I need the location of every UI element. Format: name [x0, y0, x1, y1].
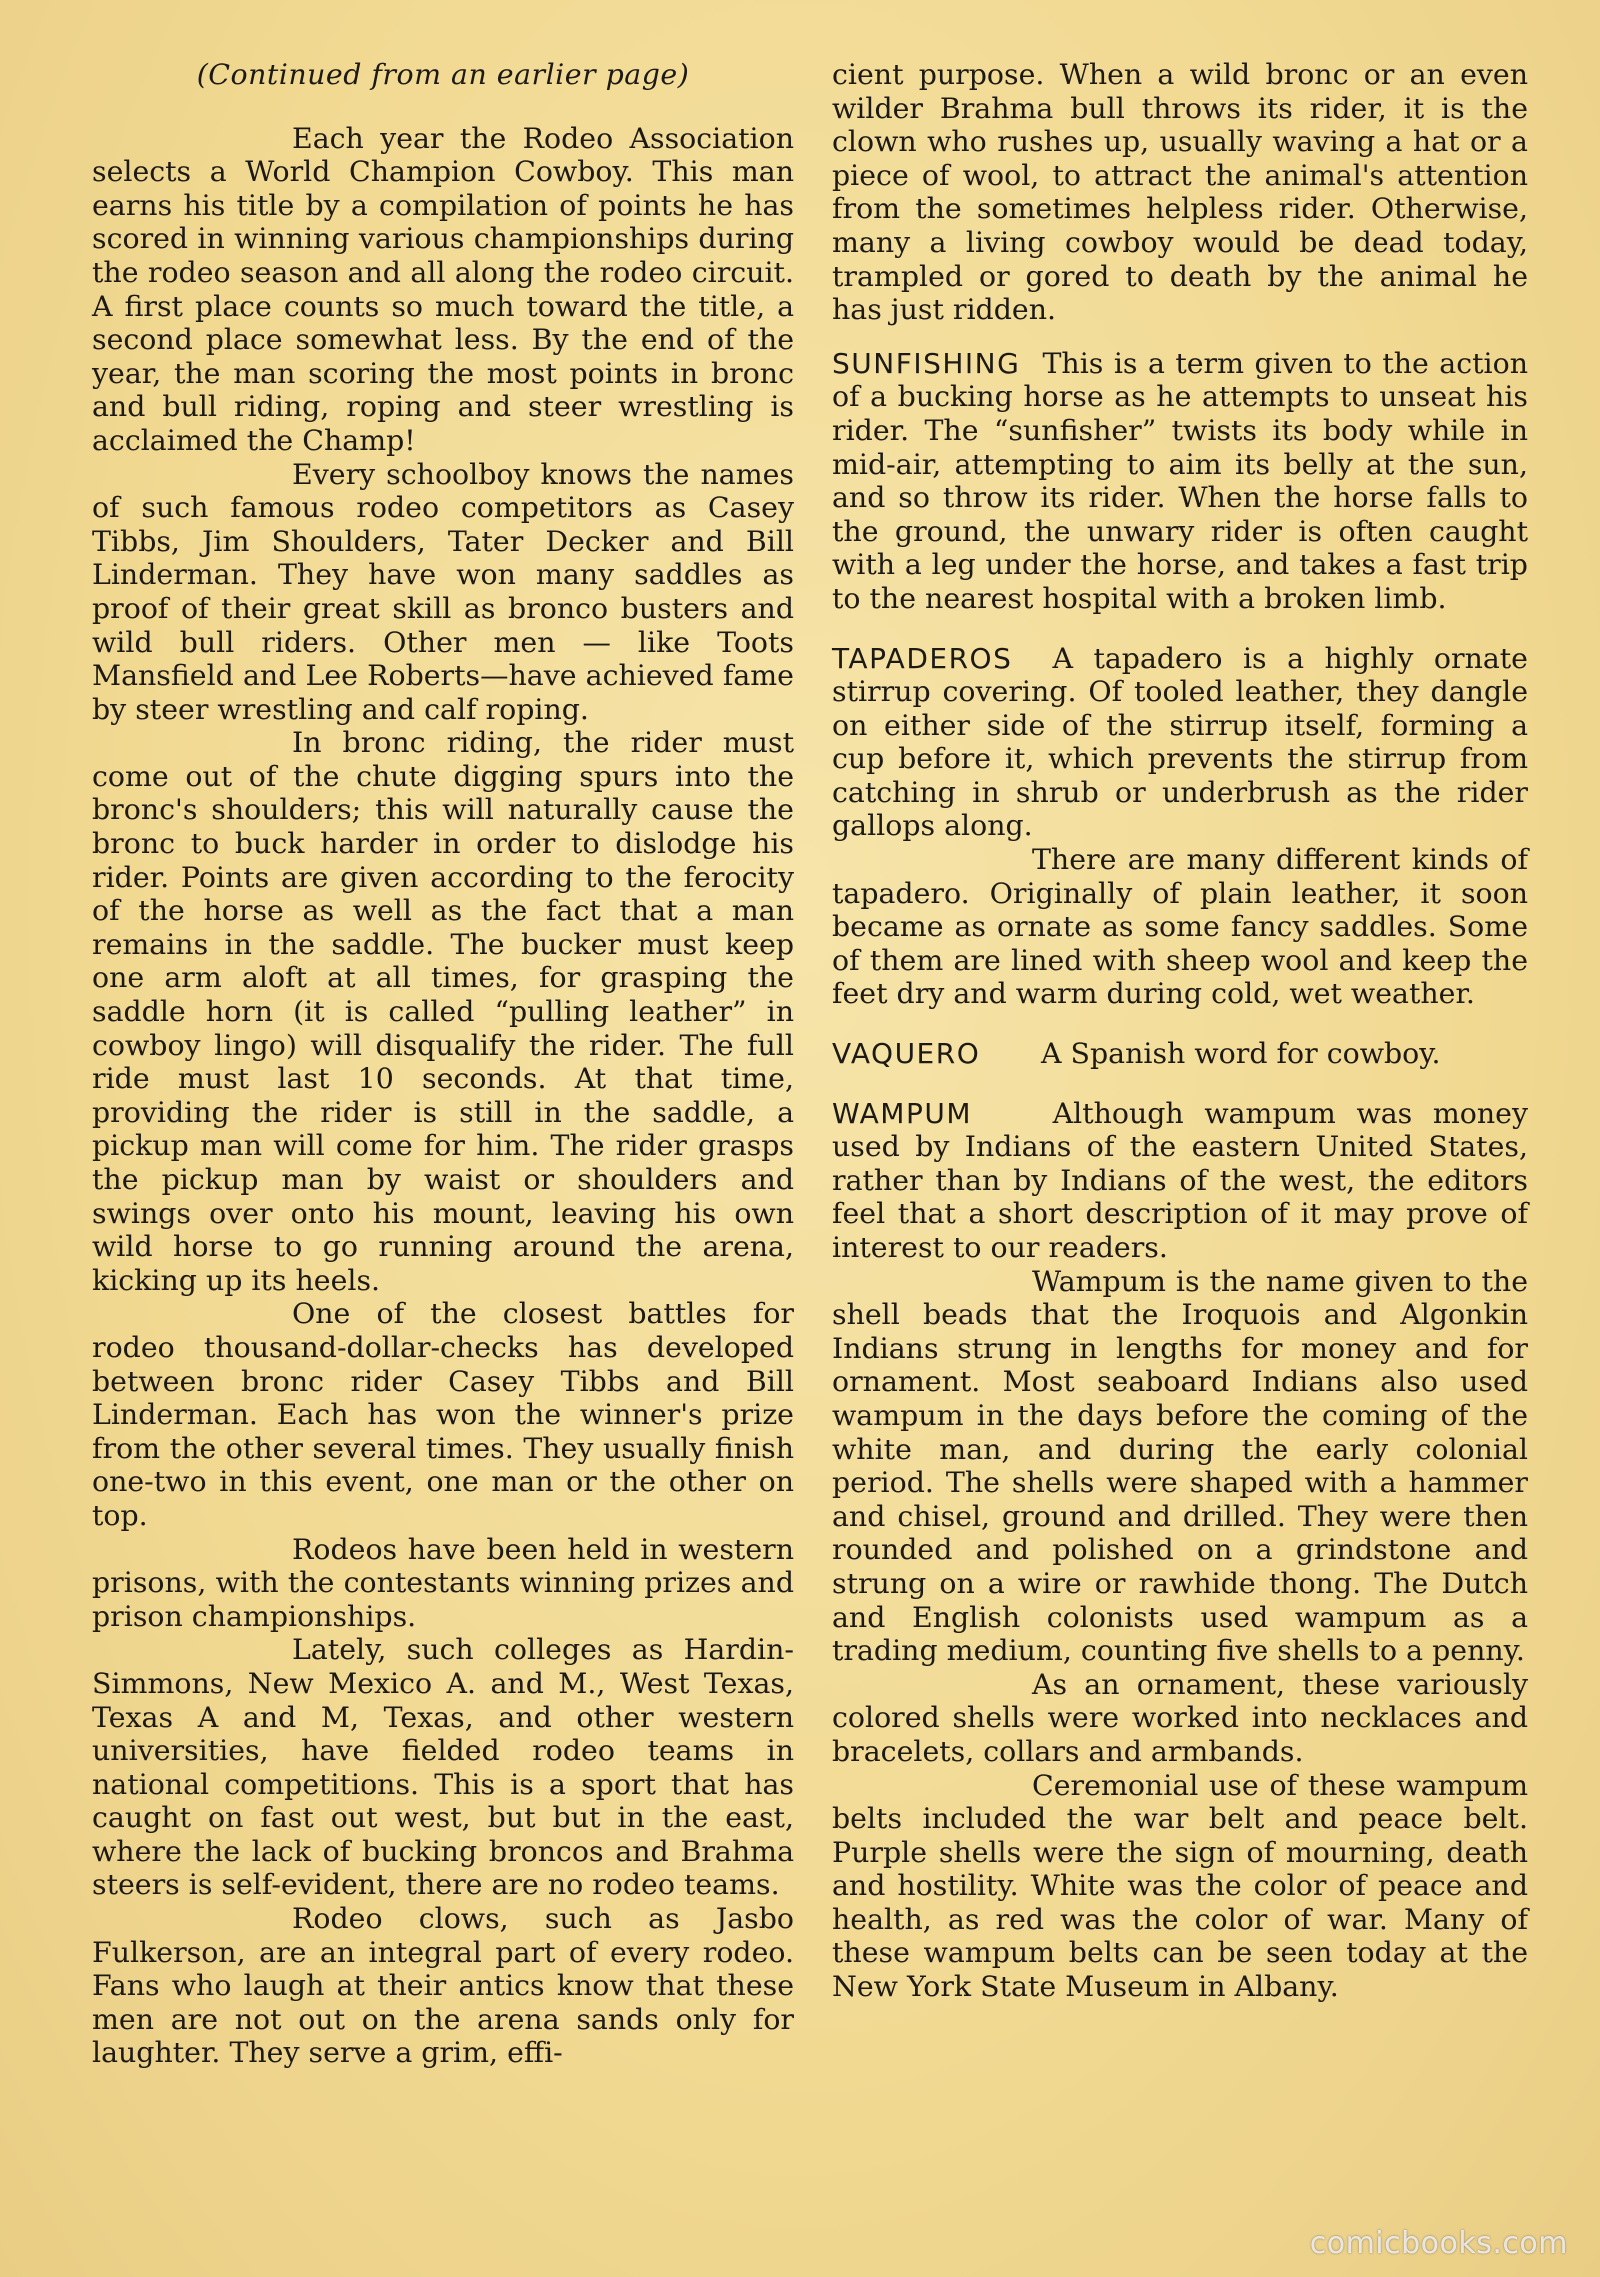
- article-paragraph: Lately, such colleges as Hardin-Simmons, New Mexico A. and M., West Texas, Texas A and M, Texas, and other western universities, have fielded rodeo teams in national competitions. This is a sport that has caught on fast out west, but but in the east, where the lack of bucking broncos and Brahma steers is self-evident, there are no rodeo teams.: [92, 1633, 794, 1902]
- article-paragraph: Each year the Rodeo Association selects a World Champion Cowboy. This man earns his title by a compilation of points he has scored in winning various championships during the rodeo season and all along the rodeo circuit. A first place counts so much toward the title, a second place somewhat less. By the end of the year, the man scoring the most points in bronc and bull riding, roping and steer wrestling is acclaimed the Champ!: [92, 121, 794, 457]
- continuation-note: (Continued from an earlier page): [196, 58, 690, 91]
- glossary-definition: This is a term given to the action of a bucking horse as he attempts to unseat his rider. The “sunfisher” twists its body while in mid-air, attempting to aim its belly at the sun, and so throw its rider. When the horse falls to the ground, the unwary rider is often caught with a leg under the horse, and takes a fast trip to the nearest hospital with a broken limb.: [832, 346, 1528, 615]
- glossary-term: WAMPUM: [832, 1096, 973, 1130]
- watermark: comicbooks.com: [1309, 2226, 1568, 2261]
- right-column: [832, 58, 1528, 2004]
- article-paragraph: In bronc riding, the rider must come out of the chute digging spurs into the bronc's shoulders; this will naturally cause the bronc to buck harder in order to dislodge his rider. Points are given according to the ferocity of the horse as well as the fact that a man remains in the saddle. The bucker must keep one arm aloft at all times, for grasping the saddle horn (it is called “pulling leather” in cowboy lingo) will disqualify the rider. The full ride must last 10 seconds. At that time, providing the rider is still in the saddle, a pickup man will come for him. The rider grasps the pickup man by waist or shoulders and swings over onto his mount, leaving his own wild horse to go running around the arena, kicking up its heels.: [92, 726, 794, 1297]
- glossary-entry-wampum: [832, 1097, 1528, 2004]
- glossary-term: TAPADEROS: [832, 641, 1013, 675]
- glossary-definition: A tapadero is a highly ornate stirrup covering. Of tooled leather, they dangle on either side of the stirrup itself, forming a cup before it, which prevents the stirrup from catching in shrub or underbrush as the rider gallops along.: [832, 641, 1528, 843]
- article-paragraph: cient purpose. When a wild bronc or an even wilder Brahma bull throws its rider, it is the clown who rushes up, usually waving a hat or a piece of wool, to attract the animal's attention from the sometimes helpless rider. Otherwise, many a living cowboy would be dead today, trampled or gored to death by the animal he has just ridden.: [832, 58, 1528, 327]
- glossary-definition: A Spanish word for cowboy.: [1041, 1037, 1441, 1071]
- glossary-definition: As an ornament, these variously colored shells were worked into necklaces and bracelets, collars and armbands.: [832, 1667, 1528, 1768]
- glossary-term: VAQUERO: [832, 1037, 981, 1071]
- article-paragraph: Rodeos have been held in western prisons, with the contestants winning prizes and prison championships.: [92, 1532, 794, 1633]
- glossary-entry-sunfishing: [832, 347, 1528, 616]
- article-paragraph: One of the closest battles for rodeo thousand-dollar-checks has developed between bronc rider Casey Tibbs and Bill Linderman. Each has won the winner's prize from the other several times. They usually finish one-two in this event, one man or the other on top.: [92, 1297, 794, 1532]
- glossary-definition: Ceremonial use of these wampum belts included the war belt and peace belt. Purple shells were the sign of mourning, death and hostility. White was the color of peace and health, as red was the color of war. Many of these wampum belts can be seen today at the New York State Museum in Albany.: [832, 1768, 1528, 2004]
- glossary-definition: Wampum is the name given to the shell beads that the Iroquois and Algonkin Indians strung in lengths for money and for ornament. Most seaboard Indians also used wampum in the days before the coming of the white man, and during the early colonial period. The shells were shaped with a hammer and chisel, ground and drilled. They were then rounded and polished on a grindstone and strung on a wire or rawhide thong. The Dutch and English colonists used wampum as a trading medium, counting five shells to a penny.: [832, 1264, 1528, 1668]
- glossary-term: SUNFISHING: [832, 346, 1021, 380]
- article-paragraph: Every schoolboy knows the names of such famous rodeo competitors as Casey Tibbs, Jim Shoulders, Tater Decker and Bill Linderman. They have won many saddles as proof of their great skill as bronco busters and wild bull riders. Other men — like Toots Mansfield and Lee Roberts—have achieved fame by steer wrestling and calf roping.: [92, 457, 794, 726]
- glossary-definition: Although wampum was money used by Indians of the eastern United States, rather than by Indians of the west, the editors feel that a short description of it may prove of interest to our readers.: [832, 1096, 1528, 1264]
- left-column: [92, 58, 794, 2070]
- glossary-entry-vaquero: [832, 1037, 1528, 1071]
- glossary-entry-tapaderos: [832, 642, 1528, 1012]
- glossary-definition: There are many different kinds of tapadero. Originally of plain leather, it soon became as ornate as some fancy saddles. Some of them are lined with sheep wool and keep the feet dry and warm during cold, wet weather.: [832, 843, 1528, 1011]
- article-paragraph: Rodeo clows, such as Jasbo Fulkerson, are an integral part of every rodeo. Fans who laugh at their antics know that these men are not out on the arena sands only for laughter. They serve a grim, effi-: [92, 1902, 794, 2070]
